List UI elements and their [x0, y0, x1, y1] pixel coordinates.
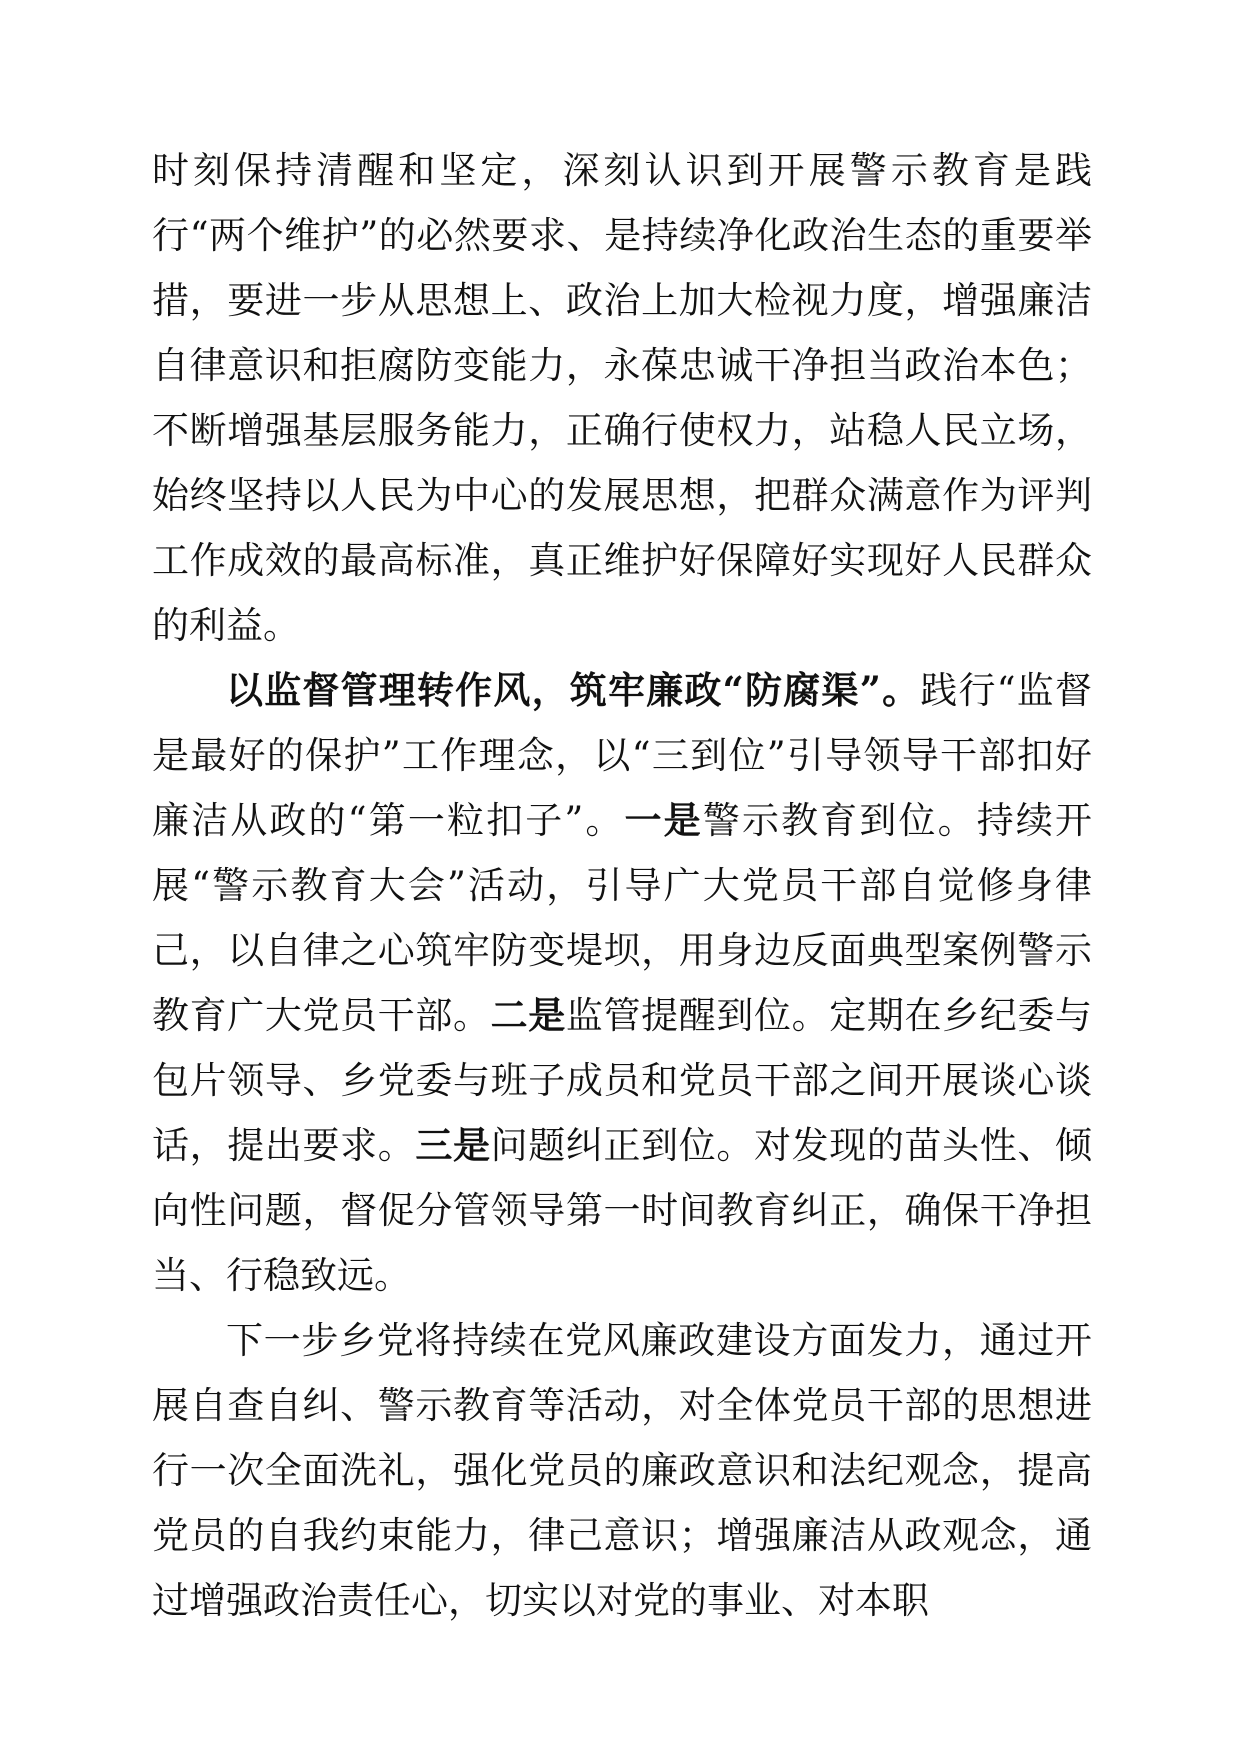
item-marker-third: 三是 — [415, 1123, 491, 1167]
paragraph-1 — [152, 138, 1092, 658]
paragraph-2 — [152, 658, 1092, 1308]
item-marker-first: 一是 — [624, 798, 703, 842]
document-page — [152, 138, 1092, 1633]
item-marker-second: 二是 — [490, 993, 566, 1037]
item-text-problem-correction: 问题纠正到位。对发现的苗头性、倾向性问题，督促分管领导第一时间教育纠正，确保干净担当、行稳致远。 — [152, 1124, 1092, 1297]
section-heading-supervision: 以监督管理转作风，筑牢廉政“防腐渠”。 — [226, 668, 921, 712]
item-text-warning-education: 警示教育到位。持续开展“警示教育大会”活动，引导广大党员干部自觉修身律己，以自律之心筑牢防变堤坝，用身边反面典型案例警示教育广大党员干部。 — [152, 799, 1092, 1037]
paragraph-3 — [152, 1308, 1092, 1633]
item-text-supervision-reminder: 监管提醒到位。定期在乡纪委与包片领导、乡党委与班子成员和党员干部之间开展谈心谈话，提出要求。 — [152, 994, 1092, 1167]
paragraph-1-text: 时刻保持清醒和坚定，深刻认识到开展警示教育是践行“两个维护”的必然要求、是持续净化政治生态的重要举措，要进一步从思想上、政治上加大检视力度，增强廉洁自律意识和拒腐防变能力，永葆忠诚干净担当政治本色；不断增强基层服务能力，正确行使权力，站稳人民立场，始终坚持以人民为中心的发展思想，把群众满意作为评判工作成效的最高标准，真正维护好保障好实现好人民群众的利益。 — [152, 149, 1092, 647]
paragraph-2-intro-text: 践行“监督是最好的保护”工作理念，以“三到位”引导领导干部扣好廉洁从政的“第一粒扣子”。 — [152, 669, 1092, 842]
paragraph-3-text: 下一步乡党将持续在党风廉政建设方面发力，通过开展自查自纠、警示教育等活动，对全体党员干部的思想进行一次全面洗礼，强化党员的廉政意识和法纪观念，提高党员的自我约束能力，律己意识；增强廉洁从政观念，通过增强政治责任心，切实以对党的事业、对本职 — [152, 1319, 1092, 1622]
